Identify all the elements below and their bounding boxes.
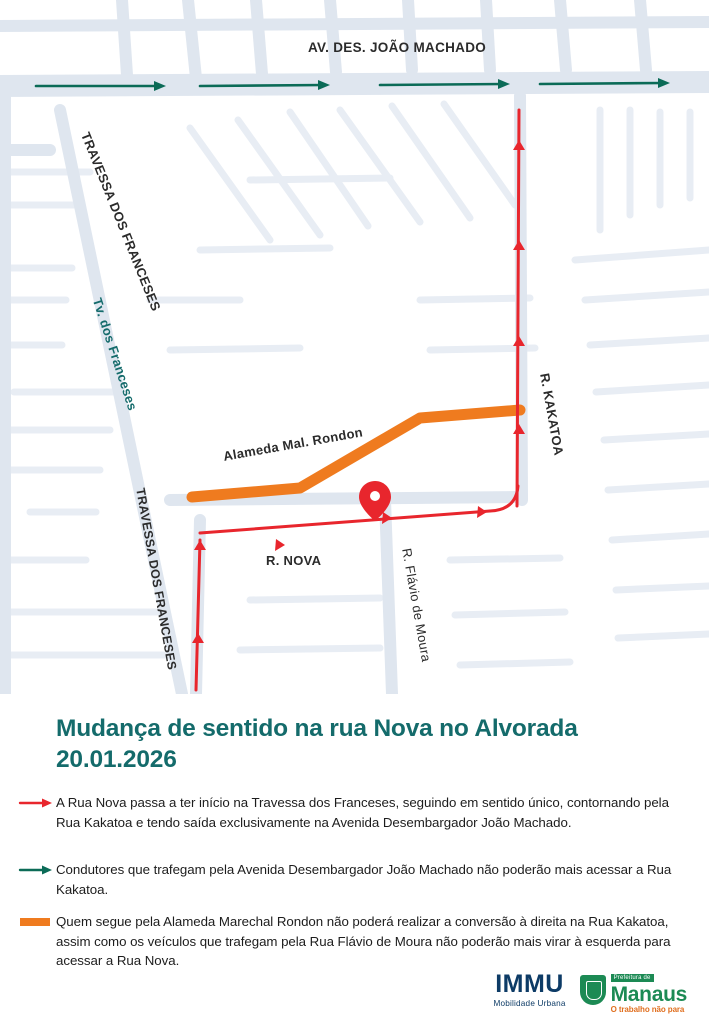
legend-item-orange xyxy=(18,912,694,971)
street-label-r-nova: R. NOVA xyxy=(266,553,322,568)
green-arrow-icon xyxy=(18,863,56,881)
street-label-alameda-mal-rondon: Alameda Mal. Rondon xyxy=(222,424,364,464)
prefeitura-label: Prefeitura de xyxy=(611,974,654,982)
street-label-r-kakatoa: R. KAKATOA xyxy=(537,372,567,457)
street-label-av-des-joao-machado: AV. DES. JOÃO MACHADO xyxy=(308,40,487,55)
legend-text-red: A Rua Nova passa a ter início na Travessa dos Franceses, seguindo em sentido único, contornando pela Rua Kakatoa e tendo saída exclusivamente na Avenida Desembargador João Machado. xyxy=(56,795,669,830)
info-panel xyxy=(0,694,709,1024)
manaus-slogan: O trabalho não para xyxy=(610,1004,685,1014)
title-line-2: 20.01.2026 xyxy=(56,746,177,774)
logo-bar xyxy=(493,968,687,1012)
immu-logo xyxy=(493,969,566,1008)
manaus-crest-icon xyxy=(580,975,606,1005)
red-arrow-icon xyxy=(18,796,56,814)
legend-item-green xyxy=(18,860,694,899)
orange-bar-icon xyxy=(18,915,56,933)
legend-text-orange: Quem segue pela Alameda Marechal Rondon não poderá realizar a conversão à direita na Rua Kakatoa, assim como os veículos que trafegam pela Rua Flávio de Moura não poderão mais virar à esquerda para acessar a Rua Nova. xyxy=(56,914,671,969)
immu-subtitle: Mobilidade Urbana xyxy=(493,998,566,1008)
immu-name: IMMU xyxy=(495,969,564,998)
street-label-travessa-dos-franceses-bottom: TRAVESSA DOS FRANCESES xyxy=(133,487,180,672)
legend-text-green: Condutores que trafegam pela Avenida Desembargador João Machado não poderão mais acessar a Rua Kakatoa. xyxy=(56,862,672,897)
manaus-text xyxy=(611,967,687,1014)
page-title xyxy=(56,713,676,776)
title-line-1: Mudança de sentido na rua Nova no Alvorada xyxy=(56,715,578,742)
manaus-name: Manaus xyxy=(610,982,687,1006)
street-label-travessa-dos-franceses-top: TRAVESSA DOS FRANCESES xyxy=(78,130,164,314)
legend-item-red xyxy=(18,793,694,832)
street-label-tv-dos-franceses: Tv. dos Franceses xyxy=(89,296,141,413)
street-label-r-flavio-de-moura: R. Flávio de Moura xyxy=(399,547,435,664)
manaus-logo xyxy=(580,967,687,1014)
